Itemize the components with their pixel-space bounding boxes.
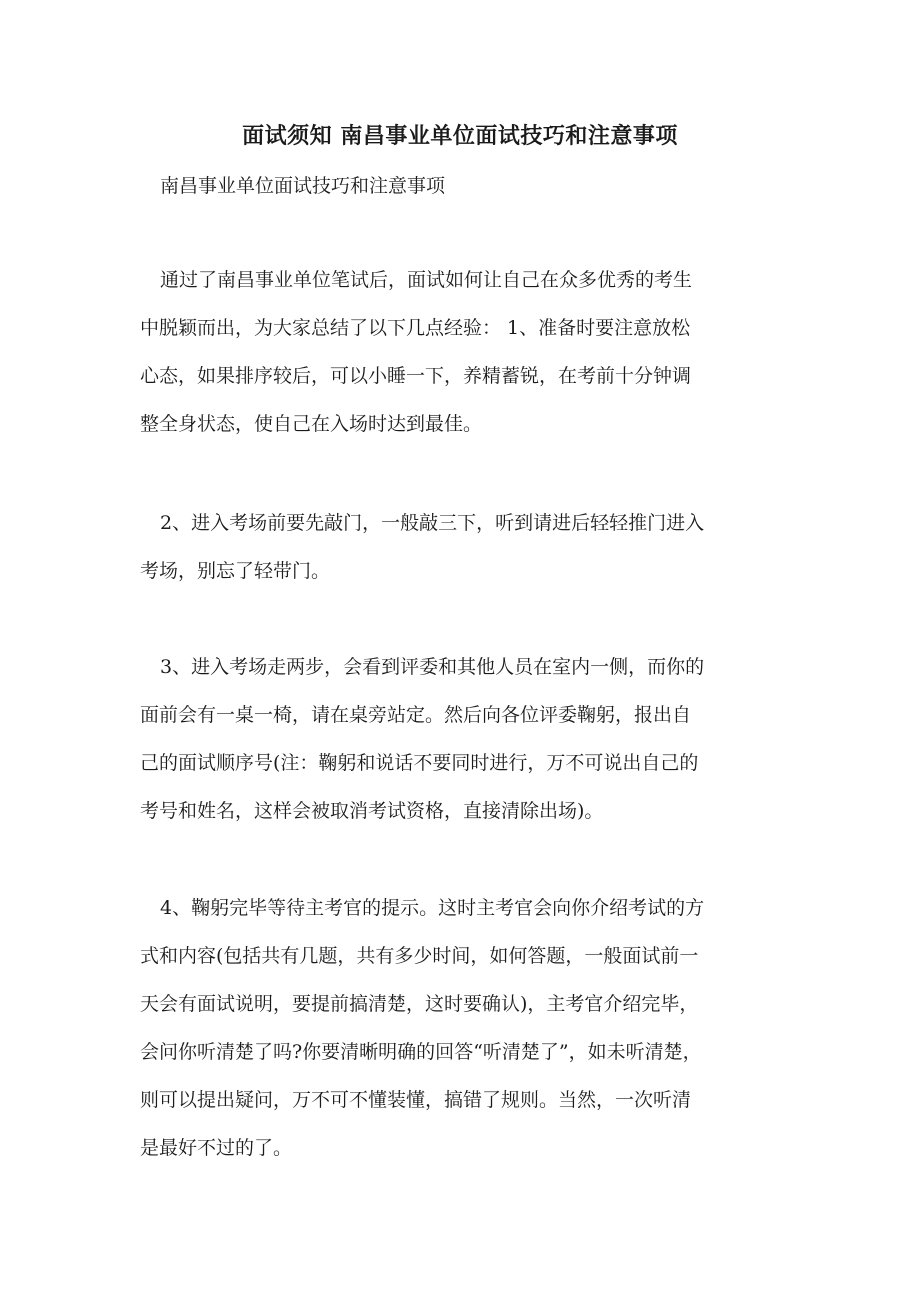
paragraph-line: 会问你听清楚了吗?你要清晰明确的回答“听清楚了”，如未听清楚， bbox=[140, 1041, 702, 1063]
paragraph-line: 考场，别忘了轻带门。 bbox=[140, 560, 331, 582]
paragraph-1 bbox=[140, 262, 800, 454]
paragraph-line: 面前会有一桌一椅，请在桌旁站定。然后向各位评委鞠躬，报出自 bbox=[140, 704, 692, 726]
document-subtitle: 南昌事业单位面试技巧和注意事项 bbox=[160, 175, 446, 197]
paragraph-4 bbox=[140, 890, 800, 1178]
paragraph-line: 中脱颖而出，为大家总结了以下几点经验： 1、准备时要注意放松 bbox=[140, 317, 691, 339]
paragraph-line: 4、鞠躬完毕等待主考官的提示。这时主考官会向你介绍考试的方 bbox=[160, 897, 705, 919]
paragraph-line: 3、进入考场走两步，会看到评委和其他人员在室内一侧，而你的 bbox=[160, 656, 705, 678]
paragraph-line: 天会有面试说明，要提前搞清楚，这时要确认)，主考官介绍完毕， bbox=[140, 993, 699, 1015]
paragraph-line: 式和内容(包括共有几题，共有多少时间，如何答题，一般面试前一 bbox=[140, 945, 699, 967]
paragraph-line: 整全身状态，使自己在入场时达到最佳。 bbox=[140, 413, 483, 435]
paragraph-line: 通过了南昌事业单位笔试后，面试如何让自己在众多优秀的考生 bbox=[160, 269, 693, 291]
paragraph-2 bbox=[140, 505, 800, 601]
paragraph-line: 2、进入考场前要先敲门，一般敲三下，听到请进后轻轻推门进入 bbox=[160, 512, 705, 534]
paragraph-3 bbox=[140, 649, 800, 841]
paragraph-line: 考号和姓名，这样会被取消考试资格，直接清除出场)。 bbox=[140, 800, 604, 822]
paragraph-line: 己的面试顺序号(注：鞠躬和说话不要同时进行，万不可说出自己的 bbox=[140, 752, 699, 774]
paragraph-line: 是最好不过的了。 bbox=[140, 1137, 293, 1159]
document-title: 面试须知 南昌事业单位面试技巧和注意事项 bbox=[242, 123, 678, 149]
paragraph-line: 则可以提出疑问，万不可不懂装懂，搞错了规则。当然，一次听清 bbox=[140, 1089, 692, 1111]
paragraph-line: 心态，如果排序较后，可以小睡一下，养精蓄锐，在考前十分钟调 bbox=[140, 365, 692, 387]
